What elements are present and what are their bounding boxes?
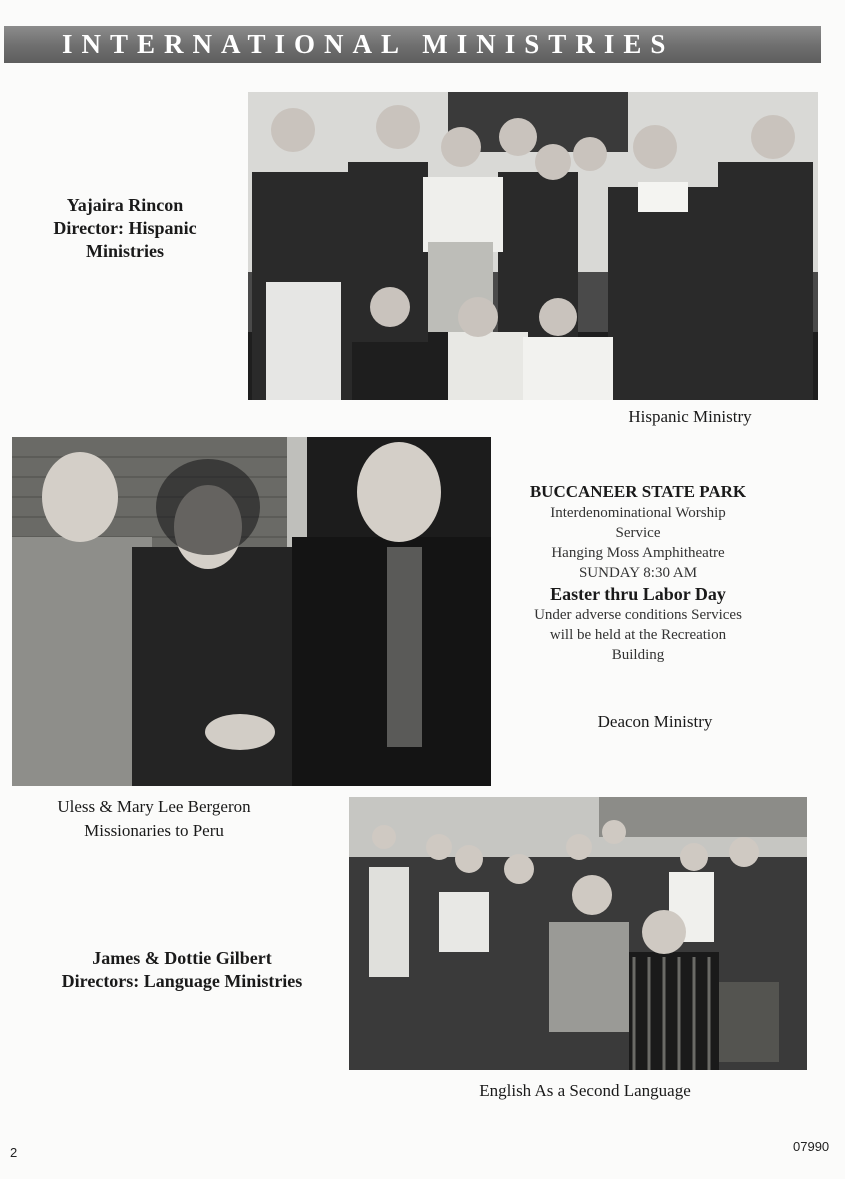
hispanic-ministry-caption: Hispanic Ministry (628, 407, 752, 426)
missionaries-caption (14, 795, 294, 843)
park-service-notice (520, 481, 756, 665)
hispanic-director-role: Director: Hispanic Ministries (53, 218, 197, 261)
document-code: 07990 (793, 1139, 830, 1154)
deacon-ministry-label: Deacon Ministry (597, 712, 713, 731)
missionaries-photo (12, 437, 491, 786)
park-line-1: Interdenominational Worship (550, 505, 726, 521)
language-directors-block (28, 947, 336, 993)
park-line-6: will be held at the Recreation (549, 627, 727, 643)
hispanic-director-name: Yajaira Rincon (66, 195, 184, 215)
park-line-4: SUNDAY 8:30 AM (578, 565, 698, 581)
language-directors-role: Directors: Language Ministries (61, 971, 303, 991)
header-banner (4, 26, 821, 63)
hispanic-ministry-photo-image (248, 92, 818, 400)
esl-class-photo (349, 797, 807, 1070)
park-title: BUCCANEER STATE PARK (529, 482, 747, 501)
missionaries-role: Missionaries to Peru (84, 821, 224, 840)
park-line-2: Service (615, 525, 661, 541)
page-number: 2 (10, 1145, 18, 1160)
missionaries-photo-image (12, 437, 491, 786)
hispanic-director-block (20, 194, 230, 263)
park-line-7: Building (611, 647, 665, 663)
park-season: Easter thru Labor Day (550, 584, 726, 604)
missionaries-names: Uless & Mary Lee Bergeron (57, 797, 251, 816)
language-directors-names: James & Dottie Gilbert (92, 948, 272, 968)
park-line-3: Hanging Moss Amphitheatre (551, 545, 725, 561)
esl-caption: English As a Second Language (479, 1081, 691, 1100)
hispanic-ministry-photo (248, 92, 818, 400)
page-title: INTERNATIONAL MINISTRIES (62, 29, 675, 59)
park-line-5: Under adverse conditions Services (534, 607, 742, 623)
esl-class-photo-image (349, 797, 807, 1070)
